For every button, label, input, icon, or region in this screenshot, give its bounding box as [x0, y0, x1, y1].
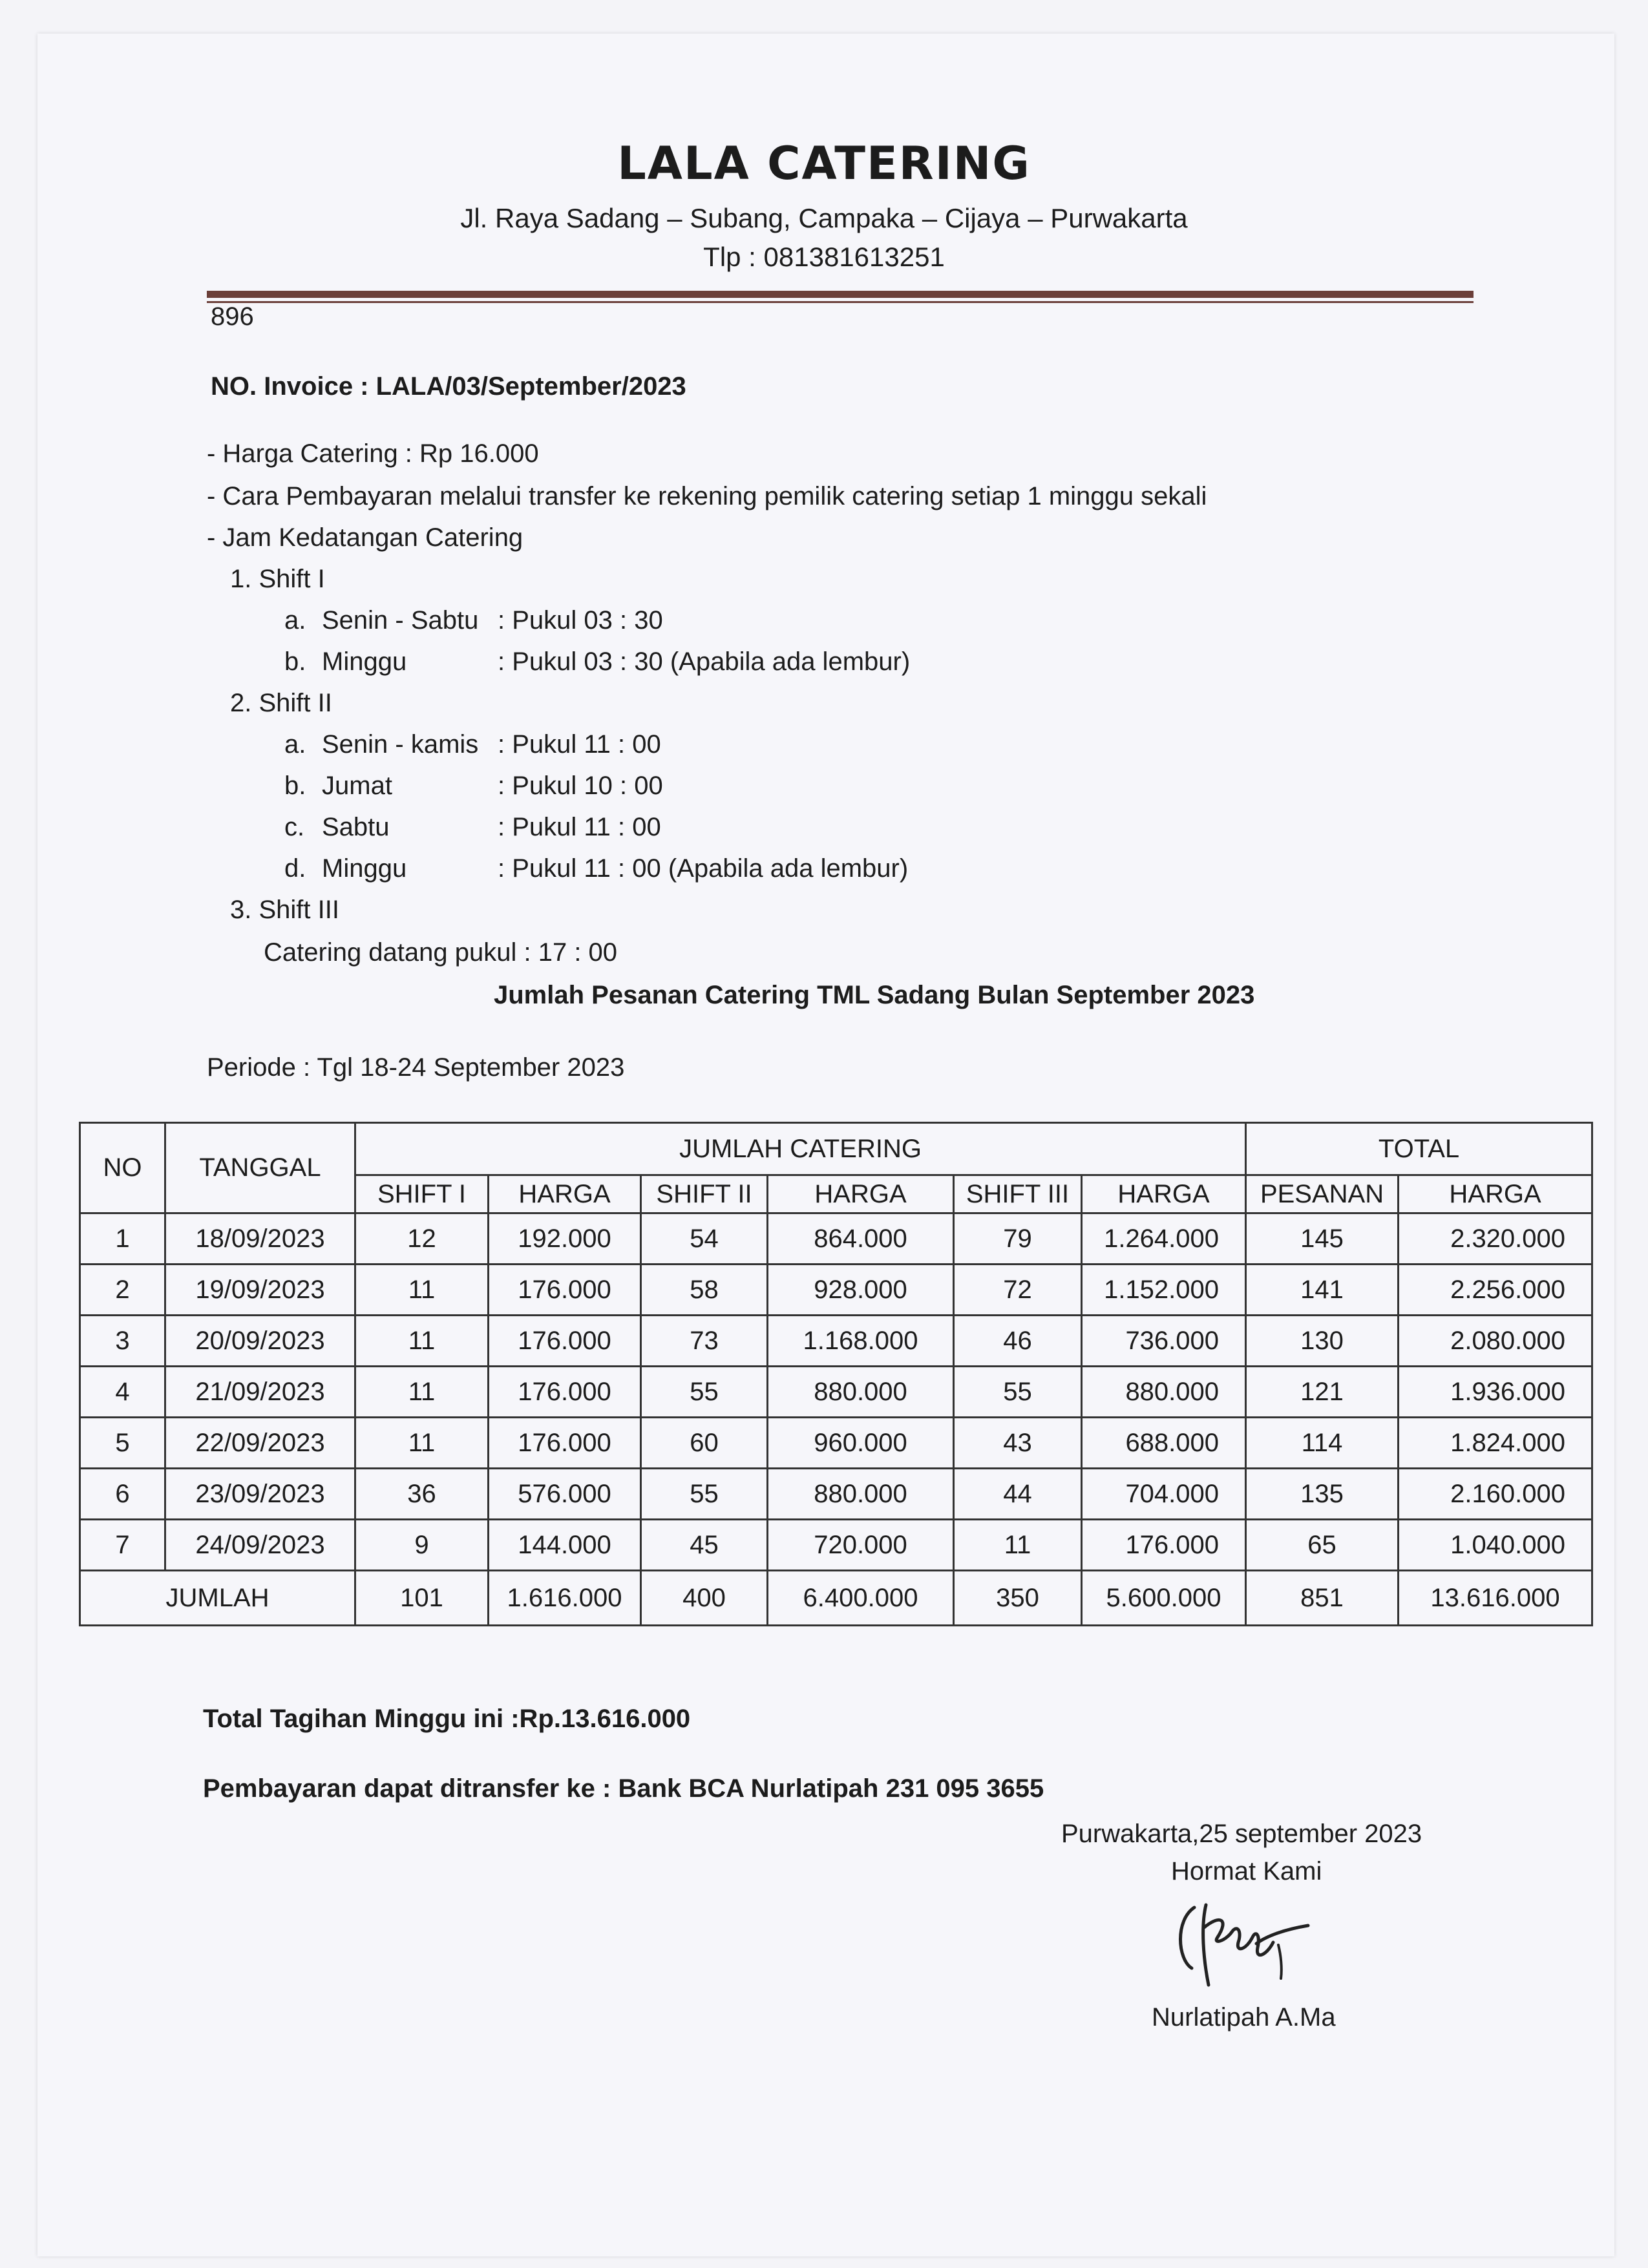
cell-no: 3 — [80, 1316, 165, 1367]
header-rule — [207, 291, 1474, 298]
cell-shift-2: 55 — [641, 1367, 768, 1418]
header-no: NO — [80, 1123, 165, 1213]
shift-title: 2. Shift II — [230, 689, 332, 717]
cell-harga-3: 1.264.000 — [1082, 1213, 1246, 1265]
cell-harga-total: 2.080.000 — [1399, 1316, 1592, 1367]
cell-pesanan: 114 — [1246, 1418, 1399, 1469]
cell-tanggal: 20/09/2023 — [165, 1316, 355, 1367]
cell-harga-2: 880.000 — [768, 1469, 954, 1520]
cell-no: 5 — [80, 1418, 165, 1469]
shift-time: : Pukul 11 : 00 — [498, 730, 661, 759]
cell-harga-3: 1.152.000 — [1082, 1265, 1246, 1316]
table-row — [80, 1213, 1592, 1265]
cell-pesanan: 145 — [1246, 1213, 1399, 1265]
cell-pesanan: 135 — [1246, 1469, 1399, 1520]
list-letter: d. — [284, 854, 306, 883]
cell-shift-3: 55 — [954, 1367, 1082, 1418]
total-bill: Total Tagihan Minggu ini :Rp.13.616.000 — [203, 1705, 691, 1733]
cell-shift-2: 60 — [641, 1418, 768, 1469]
header-rule-thin — [207, 301, 1474, 303]
cell-no: 7 — [80, 1520, 165, 1571]
info-price: - Harga Catering : Rp 16.000 — [207, 439, 539, 468]
cell-harga-3: 736.000 — [1082, 1316, 1246, 1367]
header-jumlah-catering: JUMLAH CATERING — [355, 1123, 1246, 1175]
info-payment: - Cara Pembayaran melalui transfer ke rekening pemilik catering setiap 1 minggu sekali — [207, 482, 1207, 510]
total-shift-2: 400 — [641, 1571, 768, 1626]
cell-harga-1: 176.000 — [489, 1367, 641, 1418]
header-tanggal: TANGGAL — [165, 1123, 355, 1213]
cell-harga-total: 1.824.000 — [1399, 1418, 1592, 1469]
table-row — [80, 1520, 1592, 1571]
shift-time: : Pukul 11 : 00 (Apabila ada lembur) — [498, 854, 909, 883]
cell-harga-2: 864.000 — [768, 1213, 954, 1265]
cell-pesanan: 121 — [1246, 1367, 1399, 1418]
cell-shift-1: 11 — [355, 1367, 489, 1418]
company-name: LALA CATERING — [617, 137, 1031, 190]
shift-time: : Pukul 11 : 00 — [498, 813, 661, 841]
cell-harga-total: 2.160.000 — [1399, 1469, 1592, 1520]
header-harga-2: HARGA — [768, 1175, 954, 1213]
total-harga-3: 5.600.000 — [1082, 1571, 1246, 1626]
cell-shift-1: 12 — [355, 1213, 489, 1265]
cell-shift-3: 44 — [954, 1469, 1082, 1520]
cell-shift-1: 36 — [355, 1469, 489, 1520]
cell-shift-1: 11 — [355, 1418, 489, 1469]
cell-shift-3: 46 — [954, 1316, 1082, 1367]
handwritten-signature — [1170, 1888, 1318, 1998]
signature-place-date: Purwakarta,25 september 2023 — [1061, 1820, 1422, 1848]
cell-tanggal: 19/09/2023 — [165, 1265, 355, 1316]
table-row — [80, 1367, 1592, 1418]
cell-tanggal: 21/09/2023 — [165, 1367, 355, 1418]
shift-day: Sabtu — [322, 813, 390, 841]
cell-shift-3: 11 — [954, 1520, 1082, 1571]
shift-note: Catering datang pukul : 17 : 00 — [264, 938, 618, 967]
cell-shift-1: 11 — [355, 1265, 489, 1316]
cell-shift-2: 73 — [641, 1316, 768, 1367]
company-phone: Tlp : 081381613251 — [703, 242, 945, 272]
total-shift-1: 101 — [355, 1571, 489, 1626]
cell-harga-3: 688.000 — [1082, 1418, 1246, 1469]
shift-day: Senin - kamis — [322, 730, 479, 759]
header-shift-1: SHIFT I — [355, 1175, 489, 1213]
cell-harga-2: 880.000 — [768, 1367, 954, 1418]
cell-harga-1: 176.000 — [489, 1418, 641, 1469]
list-letter: a. — [284, 606, 306, 635]
cell-tanggal: 24/09/2023 — [165, 1520, 355, 1571]
cell-tanggal: 18/09/2023 — [165, 1213, 355, 1265]
table-row — [80, 1469, 1592, 1520]
signature-greeting: Hormat Kami — [1171, 1857, 1322, 1885]
cell-shift-1: 11 — [355, 1316, 489, 1367]
table-row — [80, 1418, 1592, 1469]
cell-harga-3: 704.000 — [1082, 1469, 1246, 1520]
cell-no: 1 — [80, 1213, 165, 1265]
cell-no: 4 — [80, 1367, 165, 1418]
cell-shift-3: 43 — [954, 1418, 1082, 1469]
shift-day: Jumat — [322, 772, 392, 800]
cell-pesanan: 130 — [1246, 1316, 1399, 1367]
header-harga-1: HARGA — [489, 1175, 641, 1213]
section-title: Jumlah Pesanan Catering TML Sadang Bulan September 2023 — [494, 981, 1255, 1009]
signatory-name: Nurlatipah A.Ma — [1152, 2003, 1336, 2032]
header-shift-2: SHIFT II — [641, 1175, 768, 1213]
header-harga-3: HARGA — [1082, 1175, 1246, 1213]
cell-harga-1: 576.000 — [489, 1469, 641, 1520]
cell-harga-3: 176.000 — [1082, 1520, 1246, 1571]
cell-pesanan: 65 — [1246, 1520, 1399, 1571]
table-row — [80, 1316, 1592, 1367]
shift-day: Minggu — [322, 647, 407, 676]
shift-time: : Pukul 03 : 30 — [498, 606, 663, 635]
cell-shift-2: 55 — [641, 1469, 768, 1520]
cell-harga-2: 960.000 — [768, 1418, 954, 1469]
invoice-number: NO. Invoice : LALA/03/September/2023 — [211, 372, 686, 401]
cell-tanggal: 23/09/2023 — [165, 1469, 355, 1520]
list-letter: b. — [284, 647, 306, 676]
cell-harga-total: 2.256.000 — [1399, 1265, 1592, 1316]
total-harga-2: 6.400.000 — [768, 1571, 954, 1626]
list-letter: c. — [284, 813, 305, 841]
shift-day: Minggu — [322, 854, 407, 883]
cell-tanggal: 22/09/2023 — [165, 1418, 355, 1469]
cell-shift-2: 58 — [641, 1265, 768, 1316]
period-label: Periode : Tgl 18-24 September 2023 — [207, 1053, 625, 1082]
cell-harga-total: 1.936.000 — [1399, 1367, 1592, 1418]
cell-harga-2: 928.000 — [768, 1265, 954, 1316]
cell-harga-1: 144.000 — [489, 1520, 641, 1571]
total-label: JUMLAH — [80, 1571, 355, 1626]
catering-orders-table — [79, 1122, 1593, 1626]
header-pesanan: PESANAN — [1246, 1175, 1399, 1213]
cell-shift-3: 72 — [954, 1265, 1082, 1316]
company-address: Jl. Raya Sadang – Subang, Campaka – Cijaya – Purwakarta — [460, 203, 1188, 233]
cell-harga-1: 192.000 — [489, 1213, 641, 1265]
info-arrival: - Jam Kedatangan Catering — [207, 523, 523, 552]
cell-harga-total: 1.040.000 — [1399, 1520, 1592, 1571]
shift-title: 3. Shift III — [230, 896, 339, 924]
total-harga: 13.616.000 — [1399, 1571, 1592, 1626]
table-row — [80, 1265, 1592, 1316]
header-total: TOTAL — [1246, 1123, 1592, 1175]
cell-no: 6 — [80, 1469, 165, 1520]
cell-shift-2: 45 — [641, 1520, 768, 1571]
shift-time: : Pukul 10 : 00 — [498, 772, 663, 800]
total-shift-3: 350 — [954, 1571, 1082, 1626]
cell-harga-1: 176.000 — [489, 1265, 641, 1316]
total-harga-1: 1.616.000 — [489, 1571, 641, 1626]
table-total-row — [80, 1571, 1592, 1626]
list-letter: b. — [284, 772, 306, 800]
total-pesanan: 851 — [1246, 1571, 1399, 1626]
cell-shift-3: 79 — [954, 1213, 1082, 1265]
cell-harga-total: 2.320.000 — [1399, 1213, 1592, 1265]
cell-harga-2: 720.000 — [768, 1520, 954, 1571]
cell-harga-3: 880.000 — [1082, 1367, 1246, 1418]
cell-no: 2 — [80, 1265, 165, 1316]
shift-title: 1. Shift I — [230, 565, 325, 593]
cell-shift-1: 9 — [355, 1520, 489, 1571]
transfer-info: Pembayaran dapat ditransfer ke : Bank BCA Nurlatipah 231 095 3655 — [203, 1774, 1044, 1803]
list-letter: a. — [284, 730, 306, 759]
cell-harga-1: 176.000 — [489, 1316, 641, 1367]
cell-shift-2: 54 — [641, 1213, 768, 1265]
cell-pesanan: 141 — [1246, 1265, 1399, 1316]
cell-harga-2: 1.168.000 — [768, 1316, 954, 1367]
shift-day: Senin - Sabtu — [322, 606, 479, 635]
shift-time: : Pukul 03 : 30 (Apabila ada lembur) — [498, 647, 911, 676]
header-harga-total: HARGA — [1399, 1175, 1592, 1213]
header-shift-3: SHIFT III — [954, 1175, 1082, 1213]
document-number: 896 — [211, 302, 254, 331]
